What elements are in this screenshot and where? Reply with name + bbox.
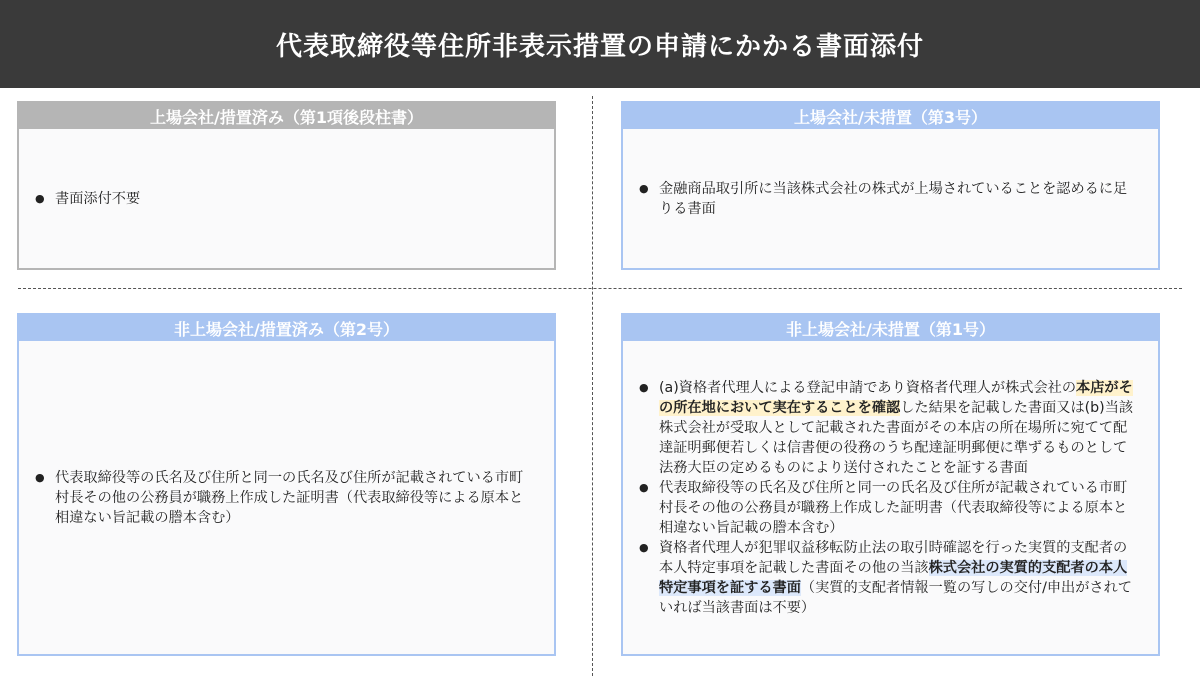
bullet-list bbox=[637, 378, 1140, 618]
list-item: ● 金融商品取引所に当該株式会社の株式が上場されていることを認めるに足りる書面 bbox=[637, 179, 1140, 219]
panel-title: 上場会社/措置済み（第1項後段柱書） bbox=[19, 103, 554, 129]
list-item bbox=[637, 538, 1140, 618]
vertical-divider bbox=[592, 96, 593, 676]
item-text: (a)資格者代理人による登記申請であり資格者代理人が株式会社の bbox=[659, 379, 1077, 396]
bullet-list bbox=[33, 468, 536, 528]
list-item: ● 代表取締役等の氏名及び住所と同一の氏名及び住所が記載されている市町村長その他の公務員が職務上作成した証明書（代表取締役等による原本と相違ない旨記載の謄本含む） bbox=[33, 468, 536, 528]
page-title: 代表取締役等住所非表示措置の申請にかかる書面添付 bbox=[275, 31, 924, 62]
panel-title: 非上場会社/未措置（第1号） bbox=[623, 315, 1158, 341]
panel-unlisted-not-applied bbox=[621, 313, 1160, 656]
item-text: した結果を記載した書面又は(b)当該株式会社が受取人として記載された書面がその本店の所在場所に宛てて配達証明郵便若しくは信書便の役務のうち配達証明郵便に準ずるものとして法務大臣の定めるものにより送付されたことを証する書面 bbox=[659, 399, 1134, 476]
panel-body bbox=[19, 129, 554, 268]
highlight-text: 株式会社の実質的支配者の本人特定事項を証する書面 bbox=[659, 559, 1128, 596]
list-item: ● 書面添付不要 bbox=[33, 189, 536, 209]
panel-body bbox=[623, 129, 1158, 268]
panel-title: 非上場会社/措置済み（第2号） bbox=[19, 315, 554, 341]
horizontal-divider bbox=[18, 288, 1182, 289]
page-header bbox=[0, 0, 1200, 88]
list-item bbox=[637, 378, 1140, 478]
panel-listed-not-applied bbox=[621, 101, 1160, 270]
panel-listed-applied bbox=[17, 101, 556, 270]
panel-unlisted-applied bbox=[17, 313, 556, 656]
item-text: 資格者代理人が犯罪収益移転防止法の取引時確認を行った実質的支配者の本人特定事項を記載した書面その他の当該 bbox=[659, 539, 1128, 576]
list-item: ● 代表取締役等の氏名及び住所と同一の氏名及び住所が記載されている市町村長その他の公務員が職務上作成した証明書（代表取締役等による原本と相違ない旨記載の謄本含む） bbox=[637, 478, 1140, 538]
panel-body bbox=[623, 341, 1158, 654]
item-text: （実質的支配者情報一覧の写しの交付/申出がされていれば当該書面は不要） bbox=[659, 579, 1132, 616]
highlight-text: 本店がその所在地において実在することを確認 bbox=[659, 379, 1133, 416]
bullet-list bbox=[33, 189, 536, 209]
panel-body bbox=[19, 341, 554, 654]
panel-title: 上場会社/未措置（第3号） bbox=[623, 103, 1158, 129]
bullet-list bbox=[637, 179, 1140, 219]
